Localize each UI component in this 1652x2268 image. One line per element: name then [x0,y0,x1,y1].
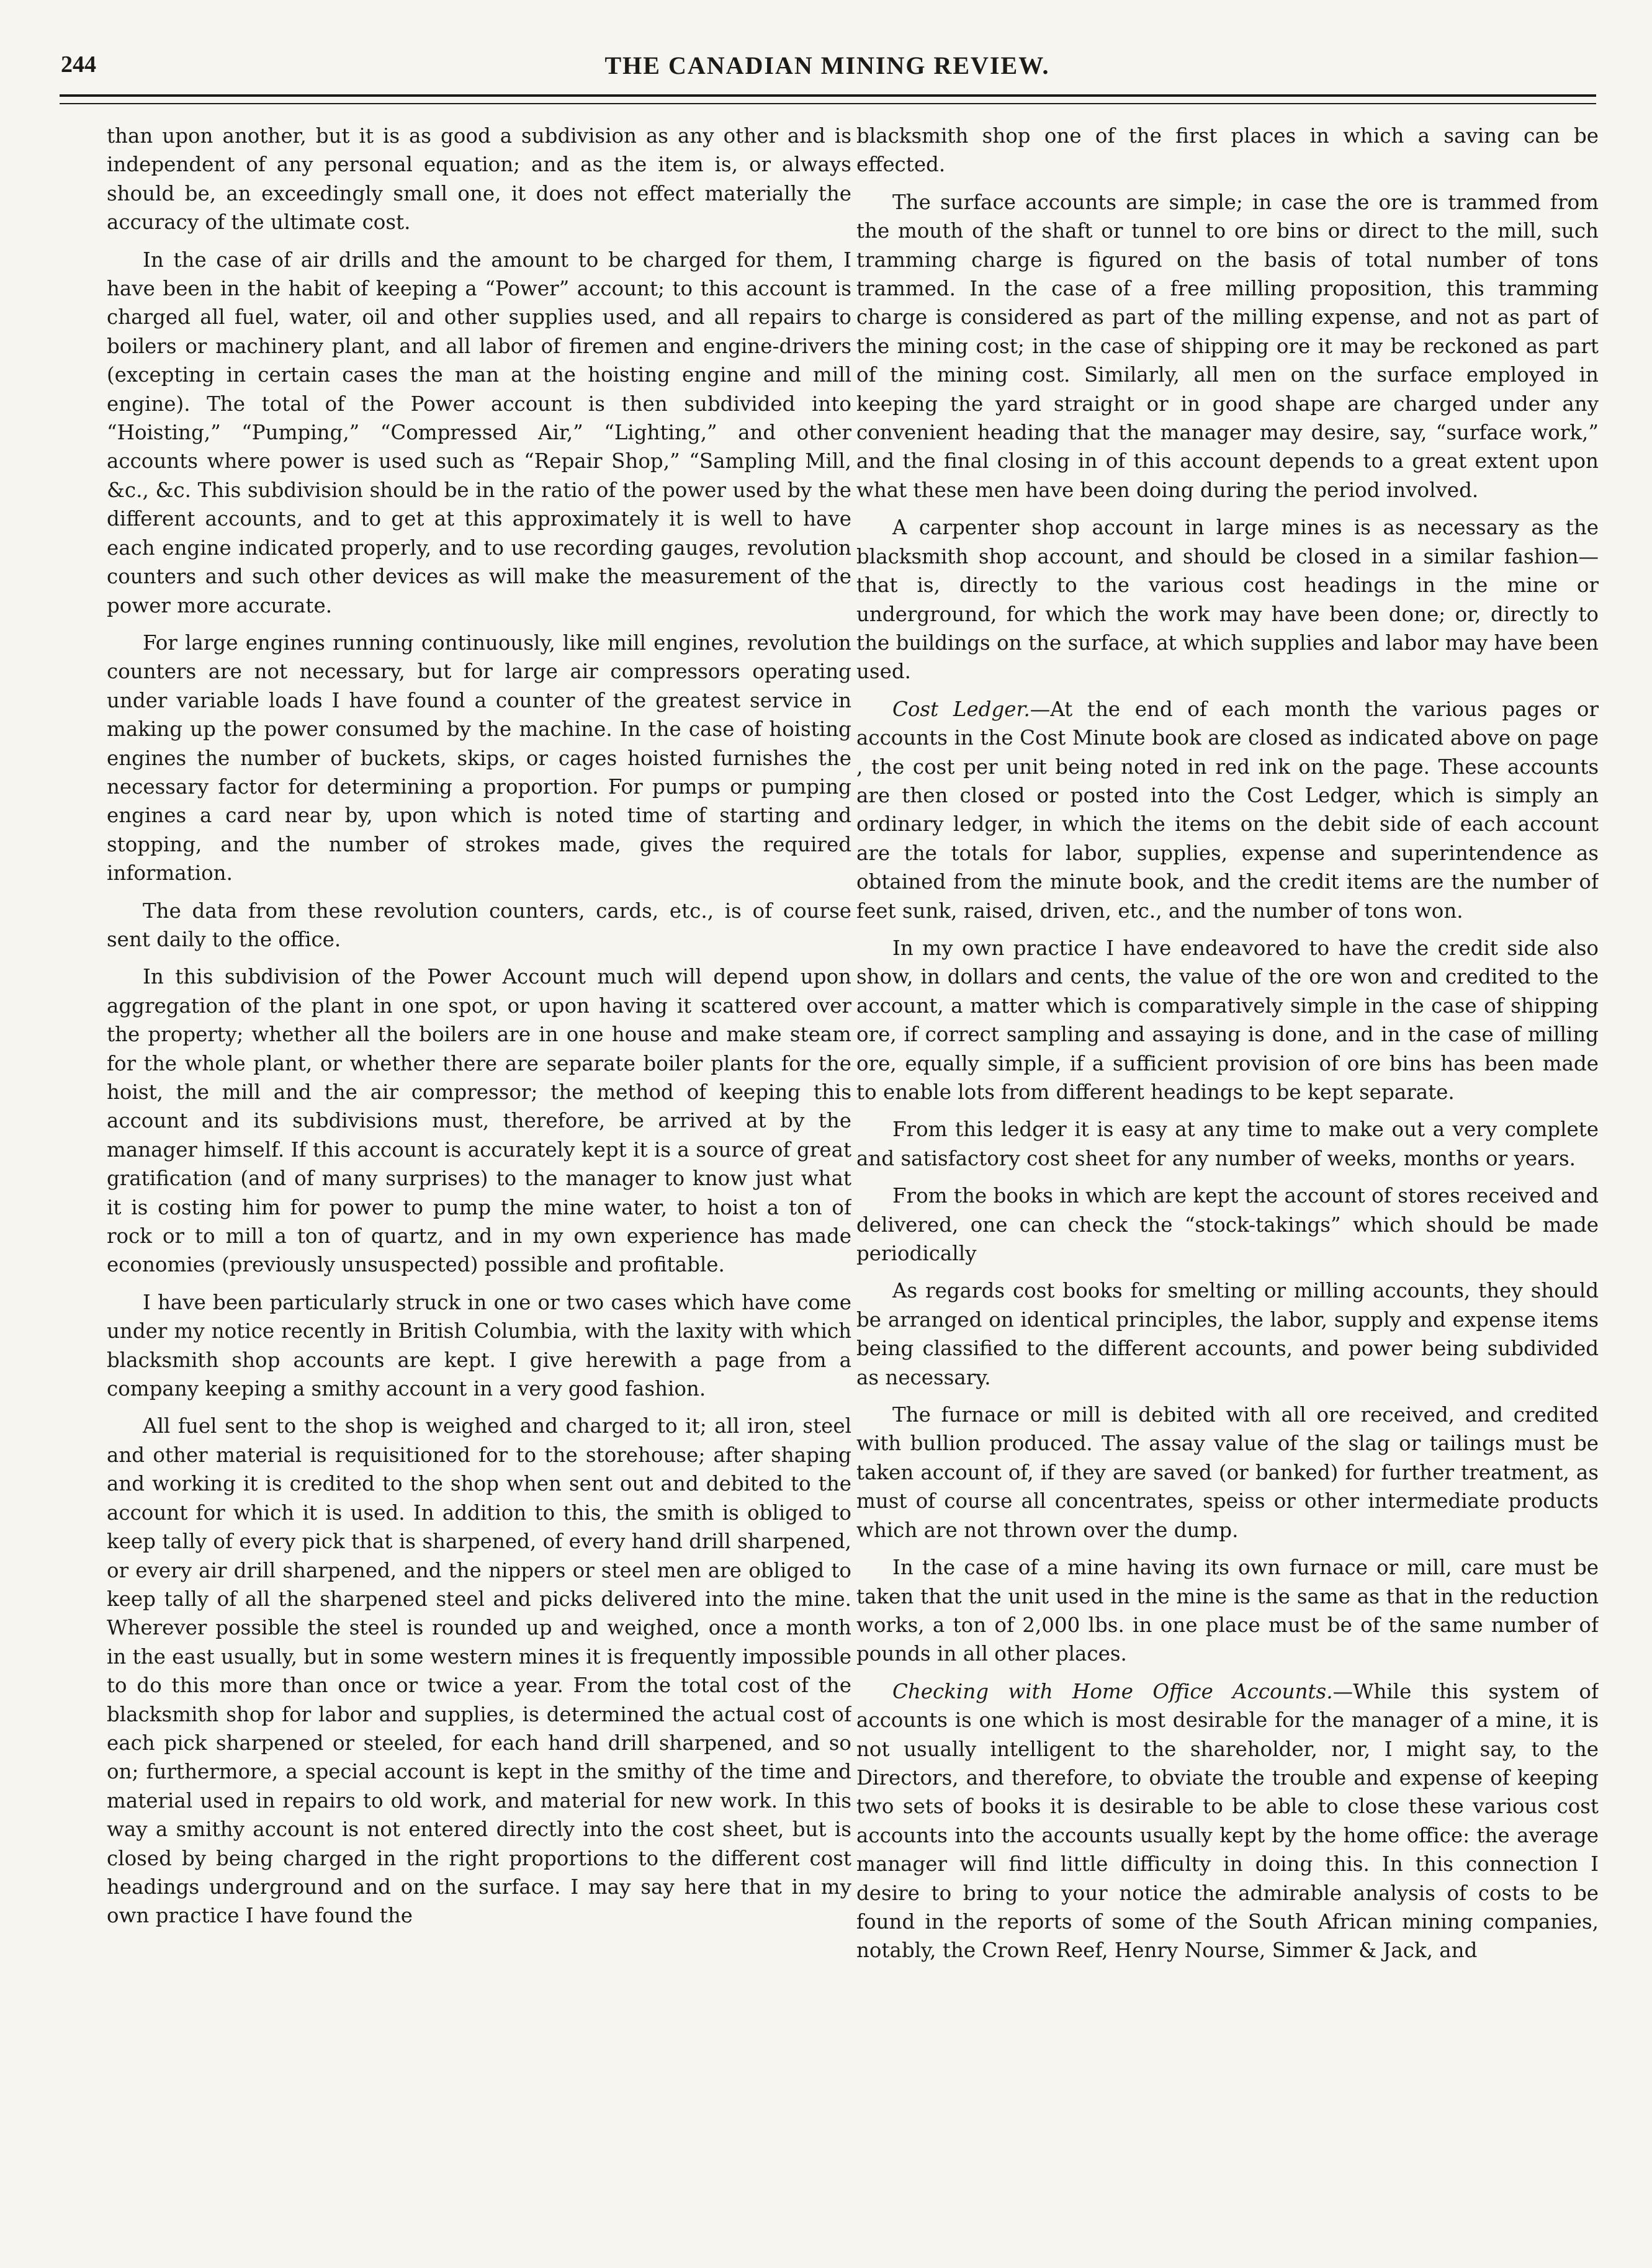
paragraph-text: The furnace or mill is debited with all ore received, and credited with bullion produced. The assay value of the slag or tailings must be taken account of, if they are saved (or banked) for further treatment, as must of course all concentrates, speiss or other intermediate products which are not thrown over the dump. [856,1403,1599,1542]
paragraph-text: than upon another, but it is as good a subdivision as any other and is independent of any personal equation; and as the item is, or always should be, an exceedingly small one, it does not effect materially the accuracy of the ultimate cost. [107,124,851,235]
page-number: 244 [61,52,96,78]
paragraph-text: All fuel sent to the shop is weighed and charged to it; all iron, steel and other material is requisitioned for to the storehouse; after shaping and working it is credited to the shop when sent out and debited to the account for which it is used. In addition to this, the smith is obliged to keep tally of every pick that is sharpened, of every hand drill sharpened, or every air drill sharpened, and the nippers or steel men are obliged to keep tally of all the sharpened steel and picks delivered into the mine. Wherever possible the steel is rounded up and weighed, once a month in the east usually, but in some western mines it is frequently impossible to do this more than once or twice a year. From the total cost of the blacksmith shop for labor and supplies, is determined the actual cost of each pick sharpened or steeled, for each hand drill sharpened, and so on; furthermore, a special account is kept in the smithy of the time and material used in repairs to old work, and material for new work. In this way a smithy account is not entered directly into the cost sheet, but is closed by being charged in the right proportions to the different cost headings underground and on the surface. I may say here that in my own practice I have found the [107,1414,851,1928]
paragraph-text: A carpenter shop account in large mines is as necessary as the blacksmith shop account, and should be closed in a similar fashion—that is, directly to the various cost headings in the mine or underground, for which the work may have been done; or, directly to the buildings on the surface, at which supplies and labor may have been used. [856,516,1599,684]
paragraph-text: In the case of air drills and the amount to be charged for them, I have been in the habit of keeping a “Power” account; to this account is charged all fuel, water, oil and other supplies used, and all repairs to boilers or machinery plant, and all labor of firemen and engine-drivers (excepting in certain cases the man at the hoisting engine and mill engine). The total of the Power account is then subdivided into “Hoisting,” “Pumping,” “Compressed Air,” “Lighting,” and other accounts where power is used such as “Repair Shop,” “Sampling Mill, &c., &c. This subdivision should be in the ratio of the power used by the different accounts, and to get at this approximately it is well to have each engine indicated properly, and to use recording gauges, revolution counters and such other devices as will make the measurement of the power more accurate. [107,248,851,617]
run-in-heading: Checking with Home Office Accounts. [892,1679,1333,1703]
paragraph [107,897,851,954]
paragraph [856,513,1599,686]
paragraph [856,1115,1599,1173]
paragraph [856,1553,1599,1669]
paragraph-text: In this subdivision of the Power Account much will depend upon aggregation of the plant in one spot, or upon having it scattered over the property; whether all the boilers are in one house and make steam for the whole plant, or whether there are separate boiler plants for the hoist, the mill and the air compressor; the method of keeping this account and its subdivisions must, therefore, be arrived at by the manager himself. If this account is accurately kept it is a source of great gratification (and of many surprises) to the manager to know just what it is costing him for power to pump the mine water, to hoist a ton of rock or to mill a ton of quartz, and in my own experience has made economies (previously unsuspected) possible and profitable. [107,965,851,1277]
paragraph-text: The data from these revolution counters, cards, etc., is of course sent daily to the office. [107,899,851,951]
paragraph [856,122,1599,179]
paragraph-text: In the case of a mine having its own furnace or mill, care must be taken that the unit used in the mine is the same as that in the reduction works, a ton of 2,000 lbs. in one place must be of the same number of pounds in all other places. [856,1556,1599,1666]
header-rule-thin [60,103,1596,104]
paragraph-text: From this ledger it is easy at any time to make out a very complete and satisfactory cost sheet for any number of weeks, months or years. [856,1118,1599,1170]
paragraph [107,246,851,620]
paragraph-text: I have been particularly struck in one or two cases which have come under my notice recently in British Columbia, with the laxity with which blacksmith shop accounts are kept. I give herewith a page from a company keeping a smithy account in a very good fashion. [107,1290,851,1401]
paragraph [107,1288,851,1404]
paragraph-text: —At the end of each month the various pages or accounts in the Cost Minute book are closed as indicated above on page , the cost per unit being noted in red ink on the page. These accounts are then closed or posted into the Cost Ledger, which is simply an ordinary ledger, in which the items on the debit side of each account are the totals for labor, supplies, expense and superintendence as obtained from the minute book, and the credit items are the number of feet sunk, raised, driven, etc., and the number of tons won. [856,697,1599,923]
paragraph-text: As regards cost books for smelting or milling accounts, they should be arranged on identical principles, the labor, supply and expense items being classified to the different accounts, and power being subdivided as necessary. [856,1279,1599,1389]
paragraph [856,934,1599,1106]
paragraph-text: The surface accounts are simple; in case the ore is trammed from the mouth of the shaft or tunnel to ore bins or direct to the mill, such tramming charge is figured on the basis of total number of tons trammed. In the case of a free milling proposition, this tramming charge is considered as part of the milling expense, and not as part of the mining cost; in the case of shipping ore it may be reckoned as part of the mining cost. Similarly, all men on the surface employed in keeping the yard straight or in good shape are charged under any convenient heading that the manager may desire, say, “surface work,” and the final closing in of this account depends to a great extent upon what these men have been doing during the period involved. [856,190,1599,502]
left-column [107,122,851,2244]
running-title: THE CANADIAN MINING REVIEW. [604,52,1050,79]
paragraph-text: —While this system of accounts is one which is most desirable for the manager of a mine, it is not usually intelligent to the shareholder, nor, I might say, to the Directors, and therefore, to obviate the trouble and expense of keeping two sets of books it is desirable to be able to close these various cost accounts into the accounts usually kept by the home office: the average manager will find little difficulty in doing this. In this connection I desire to bring to your notice the admirable analysis of costs to be found in the reports of some of the South African mining companies, notably, the Crown Reef, Henry Nourse, Simmer & Jack, and [856,1679,1599,1963]
paragraph-text: In my own practice I have endeavored to have the credit side also show, in dollars and cents, the value of the ore won and credited to the account, a matter which is comparatively simple in the case of shipping ore, if correct sampling and assaying is done, and in the case of milling ore, equally simple, if a sufficient provision of ore bins has been made to enable lots from different headings to be kept separate. [856,936,1599,1104]
header-rule-thick [60,94,1596,97]
paragraph [107,629,851,888]
paragraph [107,1412,851,1930]
paragraph [856,1401,1599,1544]
paragraph-text: blacksmith shop one of the first places in which a saving can be effected. [856,124,1599,177]
run-in-heading: Cost Ledger. [892,697,1030,721]
paragraph [856,1677,1599,1965]
right-column [856,122,1599,2244]
paragraph [107,962,851,1279]
paragraph [856,695,1599,925]
paragraph [856,1181,1599,1268]
paragraph [856,1276,1599,1392]
paragraph-text: From the books in which are kept the account of stores received and delivered, one can check the “stock-takings” which should be made periodically [856,1184,1599,1266]
paragraph-text: For large engines running continuously, like mill engines, revolution counters are not necessary, but for large air compressors operating under variable loads I have found a counter of the greatest service in making up the power consumed by the machine. In the case of hoisting engines the number of buckets, skips, or cages hoisted furnishes the necessary factor for determining a proportion. For pumps or pumping engines a card near by, upon which is noted time of starting and stopping, and the number of strokes made, gives the required information. [107,630,851,885]
paragraph [107,122,851,237]
page-header [61,51,1594,88]
paragraph [856,188,1599,504]
